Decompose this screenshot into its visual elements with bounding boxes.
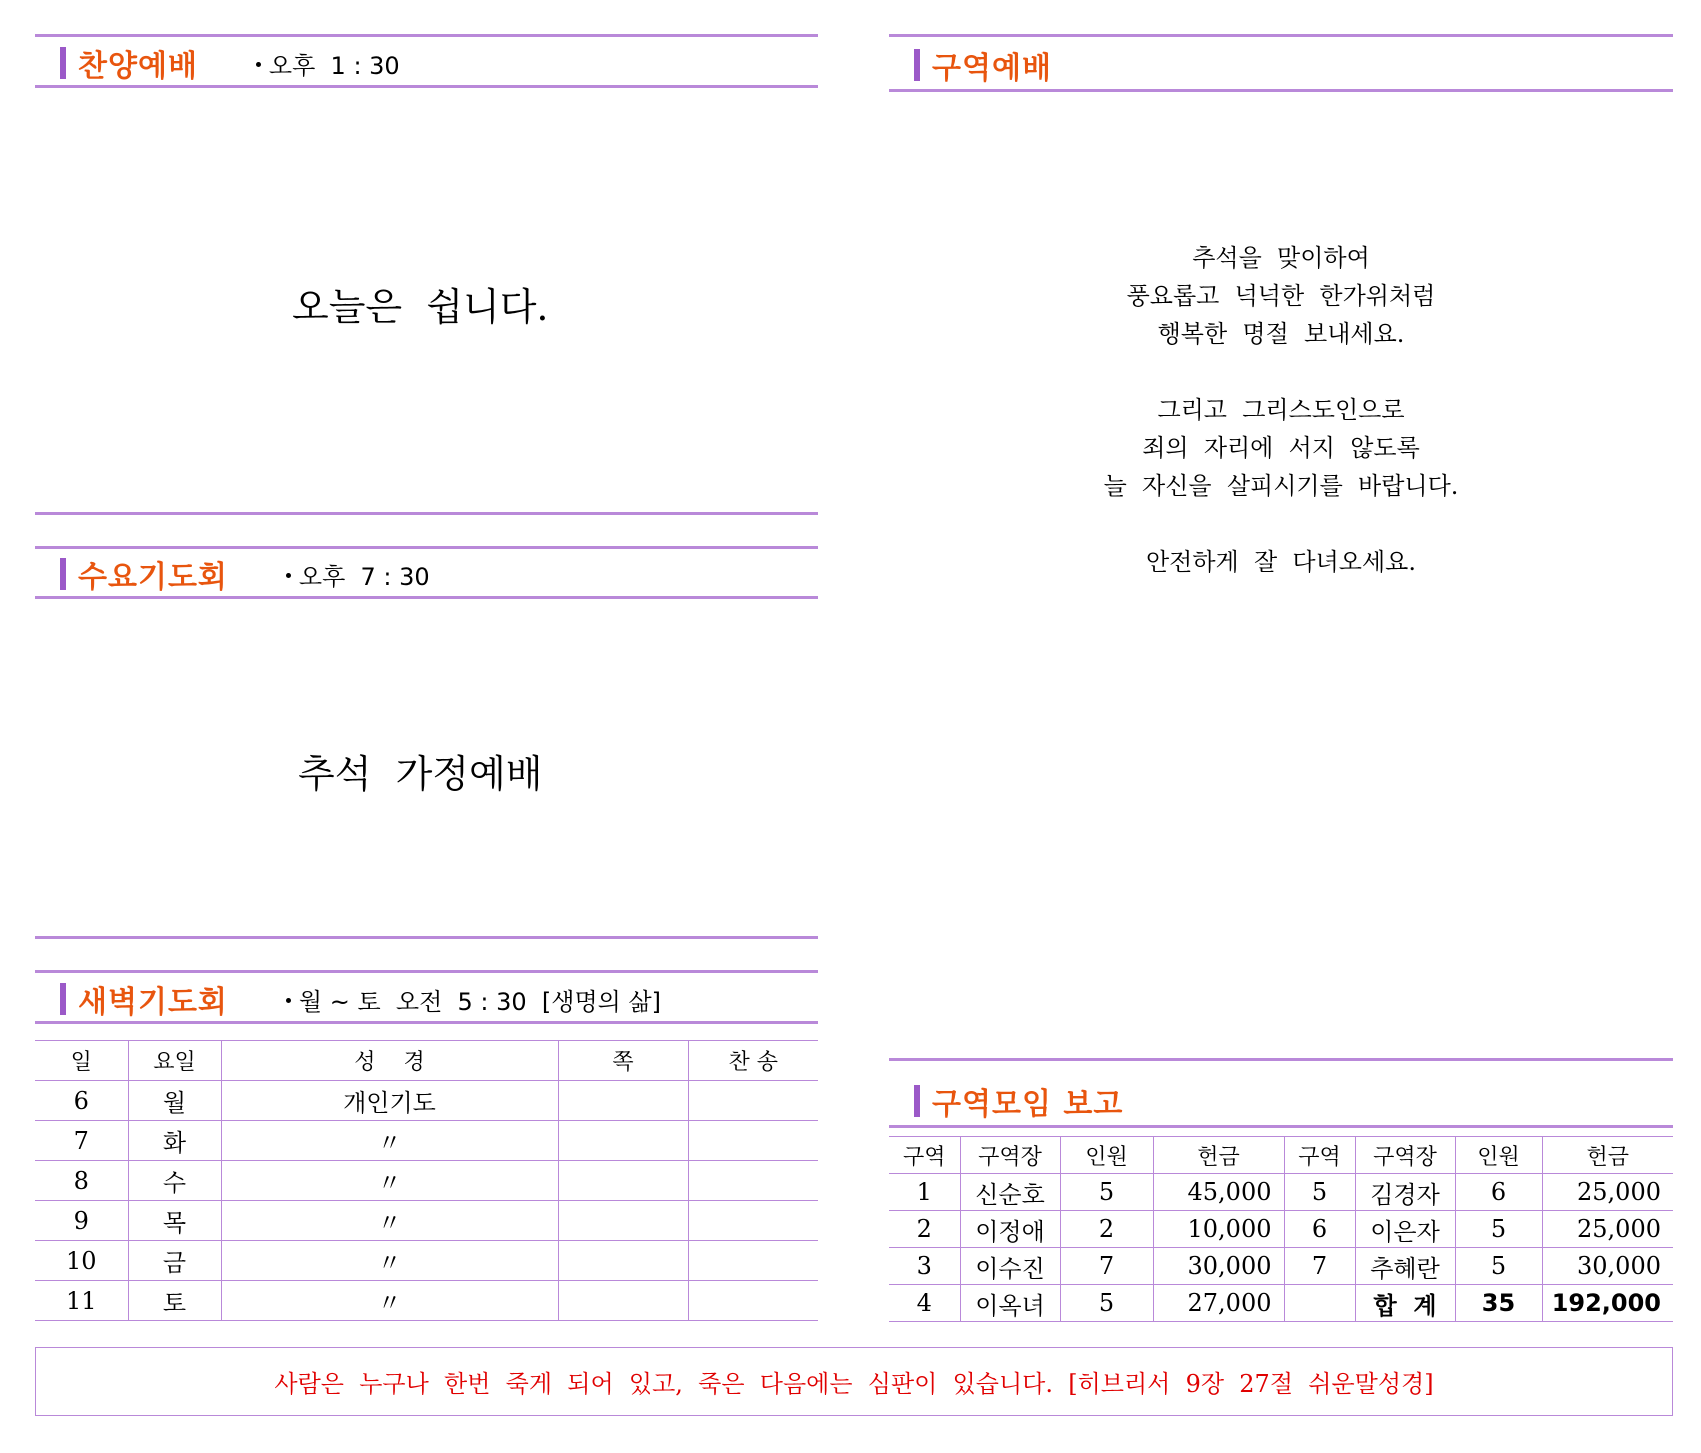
col-hymn-header: 찬 송 xyxy=(688,1041,818,1081)
weekday-cell: 목 xyxy=(128,1201,221,1241)
scripture-cell: 〃 xyxy=(221,1201,558,1241)
day-cell: 11 xyxy=(35,1281,128,1321)
district-report-title: 구역모임 보고 xyxy=(932,1087,1124,1122)
district-worship-header xyxy=(914,45,1052,85)
col-scripture-header: 성 경 xyxy=(221,1041,558,1081)
page-cell xyxy=(558,1121,688,1161)
col-offering-header: 헌금 xyxy=(1542,1137,1673,1174)
col-weekday-header: 요일 xyxy=(128,1041,221,1081)
wednesday-bottom-line xyxy=(35,596,818,599)
district-report-table xyxy=(889,1136,1673,1322)
attendance-cell: 5 xyxy=(1060,1174,1153,1211)
message-line: 죄의 자리에 서지 않도록 xyxy=(1142,434,1420,462)
weekday-cell: 수 xyxy=(128,1161,221,1201)
day-cell: 9 xyxy=(35,1201,128,1241)
district-cell: 1 xyxy=(889,1174,960,1211)
praise-worship-title: 찬양예배 xyxy=(78,49,198,84)
col-leader-header: 구역장 xyxy=(1355,1137,1455,1174)
leader-cell: 이은자 xyxy=(1355,1211,1455,1248)
table-row xyxy=(35,1281,818,1321)
attendance-cell: 5 xyxy=(1060,1285,1153,1322)
table-header-row xyxy=(35,1041,818,1081)
attendance-cell: 5 xyxy=(1455,1248,1542,1285)
district-cell: 3 xyxy=(889,1248,960,1285)
col-day-header: 일 xyxy=(35,1041,128,1081)
offering-cell: 30,000 xyxy=(1153,1248,1284,1285)
district-cell: 6 xyxy=(1284,1211,1355,1248)
scripture-cell: 〃 xyxy=(221,1161,558,1201)
day-cell: 6 xyxy=(35,1081,128,1121)
message-line: 풍요롭고 넉넉한 한가위처럼 xyxy=(1126,282,1436,310)
table-row xyxy=(35,1241,818,1281)
leader-cell: 이옥녀 xyxy=(960,1285,1060,1322)
hymn-cell xyxy=(688,1201,818,1241)
col-offering-header: 헌금 xyxy=(1153,1137,1284,1174)
table-row xyxy=(889,1285,1673,1322)
report-bottom-line xyxy=(889,1125,1673,1128)
district-cell: 7 xyxy=(1284,1248,1355,1285)
scripture-verse-box xyxy=(35,1347,1673,1416)
table-row xyxy=(889,1248,1673,1285)
header-accent-bar xyxy=(914,1085,920,1117)
scripture-cell: 개인기도 xyxy=(221,1081,558,1121)
dawn-prayer-time: 월 ~ 토 오전 5 : 30 [생명의 삶] xyxy=(286,982,661,1017)
district-worship-title: 구역예배 xyxy=(932,51,1052,86)
leader-cell: 신순호 xyxy=(960,1174,1060,1211)
table-row xyxy=(889,1211,1673,1248)
message-line: 안전하게 잘 다녀오세요. xyxy=(1146,548,1416,576)
district-worship-message xyxy=(889,239,1673,581)
col-attendance-header: 인원 xyxy=(1455,1137,1542,1174)
district-cell: 5 xyxy=(1284,1174,1355,1211)
day-cell: 7 xyxy=(35,1121,128,1161)
table-row xyxy=(35,1201,818,1241)
attendance-cell: 2 xyxy=(1060,1211,1153,1248)
offering-cell: 25,000 xyxy=(1542,1174,1673,1211)
col-district-header: 구역 xyxy=(889,1137,960,1174)
wednesday-prayer-time: 오후 7 : 30 xyxy=(286,557,430,592)
scripture-cell: 〃 xyxy=(221,1121,558,1161)
praise-top-line xyxy=(35,34,818,37)
district-cell: 2 xyxy=(889,1211,960,1248)
message-line xyxy=(889,353,1673,391)
district-bottom-line xyxy=(889,89,1673,92)
dawn-prayer-header xyxy=(60,979,661,1019)
leader-cell: 이수진 xyxy=(960,1248,1060,1285)
wednesday-section-end-line xyxy=(35,936,818,939)
table-header-row xyxy=(889,1137,1673,1174)
offering-cell: 10,000 xyxy=(1153,1211,1284,1248)
page-cell xyxy=(558,1281,688,1321)
hymn-cell xyxy=(688,1121,818,1161)
district-top-line xyxy=(889,34,1673,37)
col-leader-header: 구역장 xyxy=(960,1137,1060,1174)
hymn-cell xyxy=(688,1161,818,1201)
offering-cell: 25,000 xyxy=(1542,1211,1673,1248)
col-attendance-header: 인원 xyxy=(1060,1137,1153,1174)
message-line: 늘 자신을 살피시기를 바랍니다. xyxy=(1103,472,1459,500)
dawn-bottom-line xyxy=(35,1021,818,1024)
scripture-cell: 〃 xyxy=(221,1241,558,1281)
header-accent-bar xyxy=(60,558,66,590)
header-accent-bar xyxy=(914,49,920,81)
praise-bottom-line xyxy=(35,85,818,88)
praise-worship-body: 오늘은 쉽니다. xyxy=(292,285,549,329)
bullet-icon xyxy=(286,998,291,1003)
leader-cell: 추혜란 xyxy=(1355,1248,1455,1285)
table-row xyxy=(35,1081,818,1121)
table-row xyxy=(889,1174,1673,1211)
bullet-icon xyxy=(286,573,291,578)
total-label-cell: 합 계 xyxy=(1355,1285,1455,1322)
page-cell xyxy=(558,1241,688,1281)
offering-cell: 27,000 xyxy=(1153,1285,1284,1322)
scripture-verse-text: 사람은 누구나 한번 죽게 되어 있고, 죽은 다음에는 심판이 있습니다. [히브리서 9장 27절 쉬운말성경] xyxy=(274,1370,1434,1398)
offering-cell: 45,000 xyxy=(1153,1174,1284,1211)
dawn-prayer-table xyxy=(35,1040,818,1321)
dawn-top-line xyxy=(35,970,818,973)
scripture-cell: 〃 xyxy=(221,1281,558,1321)
table-row xyxy=(35,1161,818,1201)
wednesday-top-line xyxy=(35,546,818,549)
hymn-cell xyxy=(688,1241,818,1281)
page-cell xyxy=(558,1201,688,1241)
message-line: 추석을 맞이하여 xyxy=(1192,244,1370,272)
page-cell xyxy=(558,1161,688,1201)
hymn-cell xyxy=(688,1081,818,1121)
total-attendance-cell: 35 xyxy=(1455,1285,1542,1322)
dawn-prayer-title: 새벽기도회 xyxy=(78,985,228,1020)
attendance-cell: 5 xyxy=(1455,1211,1542,1248)
hymn-cell xyxy=(688,1281,818,1321)
day-cell: 8 xyxy=(35,1161,128,1201)
header-accent-bar xyxy=(60,983,66,1015)
report-top-line xyxy=(889,1058,1673,1061)
message-line: 행복한 명절 보내세요. xyxy=(1157,320,1405,348)
message-line xyxy=(889,505,1673,543)
message-line: 그리고 그리스도인으로 xyxy=(1157,396,1405,424)
weekday-cell: 화 xyxy=(128,1121,221,1161)
district-report-header xyxy=(914,1081,1123,1121)
praise-worship-header xyxy=(60,43,400,83)
wednesday-prayer-header xyxy=(60,554,430,594)
col-page-header: 쪽 xyxy=(558,1041,688,1081)
praise-section-end-line xyxy=(35,512,818,515)
wednesday-prayer-body: 추석 가정예배 xyxy=(298,752,543,796)
weekday-cell: 금 xyxy=(128,1241,221,1281)
bullet-icon xyxy=(256,62,261,67)
day-cell: 10 xyxy=(35,1241,128,1281)
page-cell xyxy=(558,1081,688,1121)
district-cell xyxy=(1284,1285,1355,1322)
leader-cell: 김경자 xyxy=(1355,1174,1455,1211)
total-offering-cell: 192,000 xyxy=(1542,1285,1673,1322)
offering-cell: 30,000 xyxy=(1542,1248,1673,1285)
header-accent-bar xyxy=(60,47,66,79)
weekday-cell: 토 xyxy=(128,1281,221,1321)
leader-cell: 이정애 xyxy=(960,1211,1060,1248)
praise-worship-time: 오후 1 : 30 xyxy=(256,46,400,81)
table-row xyxy=(35,1121,818,1161)
attendance-cell: 7 xyxy=(1060,1248,1153,1285)
wednesday-prayer-title: 수요기도회 xyxy=(78,560,228,595)
col-district-header: 구역 xyxy=(1284,1137,1355,1174)
weekday-cell: 월 xyxy=(128,1081,221,1121)
attendance-cell: 6 xyxy=(1455,1174,1542,1211)
district-cell: 4 xyxy=(889,1285,960,1322)
